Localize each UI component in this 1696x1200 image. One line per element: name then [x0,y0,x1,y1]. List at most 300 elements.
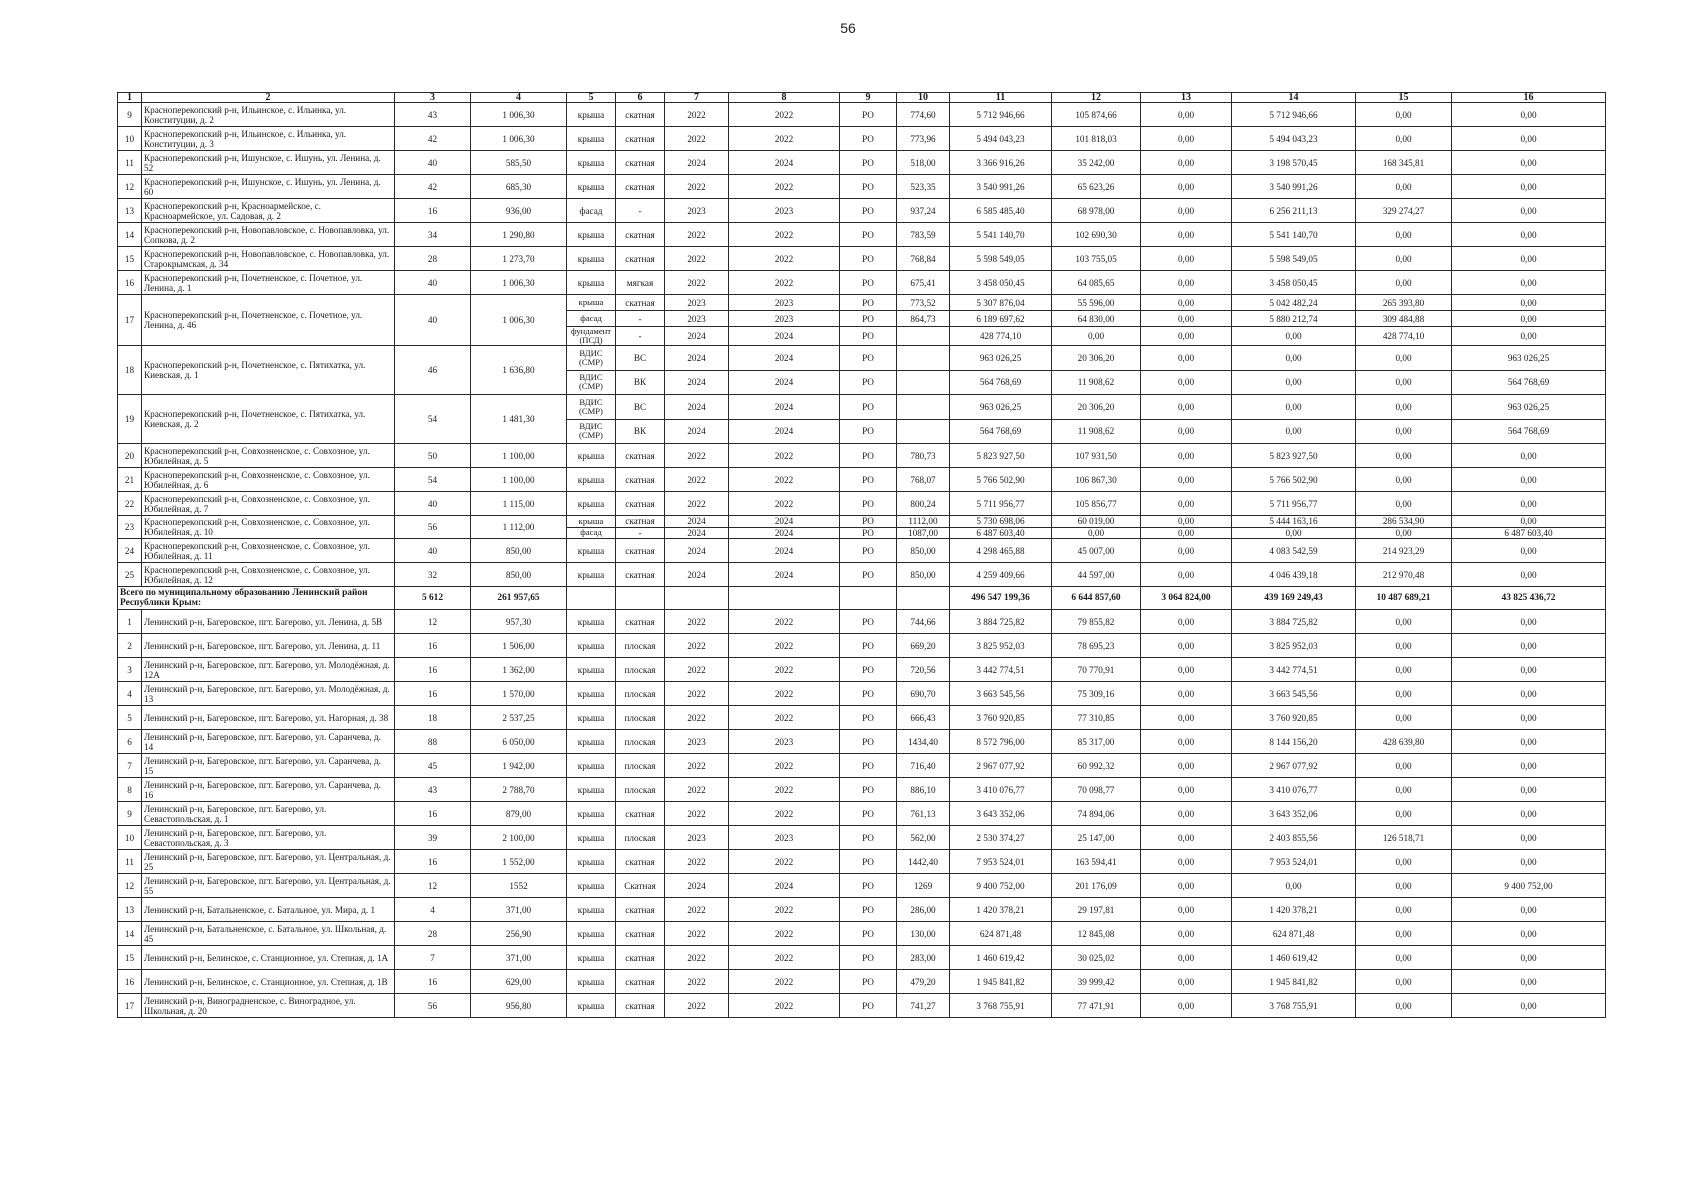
work-subtype: скатная [616,127,665,151]
building-address: Красноперекопский р-н, Почетненское, с. Почетное, ул. Ленина, д. 46 [142,295,395,346]
row-number: 4 [118,682,142,706]
row-number: 2 [118,634,142,658]
fund-funds: 0,00 [1232,395,1356,420]
completion-year: 2022 [729,247,840,271]
federal-funds: 0,00 [1141,658,1232,682]
fund-funds: 0,00 [1232,527,1356,539]
cost-per-unit: 79 855,82 [1052,610,1141,634]
total-cost: 7 953 524,01 [950,850,1052,874]
method: РО [840,327,897,346]
cost-per-unit: 55 596,00 [1052,295,1141,311]
other-funds: 0,00 [1452,175,1606,199]
building-area: 956,80 [471,994,567,1018]
owner-funds: 428 774,10 [1356,327,1452,346]
cost-per-unit: 44 597,00 [1052,563,1141,587]
volume: 741,27 [897,994,950,1018]
work-type: крыша [567,682,616,706]
owner-funds: 0,00 [1356,370,1452,395]
plan-year: 2022 [665,922,729,946]
plan-year: 2022 [665,898,729,922]
building-address: Ленинский р-н, Батальненское, с. Батальное, ул. Школьная, д. 45 [142,922,395,946]
row-number: 12 [118,175,142,199]
work-type: крыша [567,922,616,946]
owner-funds: 0,00 [1356,610,1452,634]
column-number: 13 [1141,93,1232,103]
apartment-count: 40 [395,271,471,295]
completion-year: 2023 [729,826,840,850]
column-number-row [118,93,1606,103]
work-type: крыша [567,468,616,492]
method: РО [840,492,897,516]
fund-funds: 5 712 946,66 [1232,103,1356,127]
owner-funds: 0,00 [1356,970,1452,994]
fund-funds: 5 823 927,50 [1232,444,1356,468]
building-address: Красноперекопский р-н, Совхозненское, с. Совхозное, ул. Юбилейная, д. 6 [142,468,395,492]
column-number: 6 [616,93,665,103]
column-number: 7 [665,93,729,103]
work-subtype: плоская [616,730,665,754]
apartment-count: 16 [395,682,471,706]
owner-funds: 286 534,90 [1356,516,1452,528]
total-cost: 3 410 076,77 [950,778,1052,802]
work-type: крыша [567,778,616,802]
federal-funds: 0,00 [1141,444,1232,468]
column-number: 12 [1052,93,1141,103]
owner-funds: 0,00 [1356,527,1452,539]
completion-year: 2022 [729,492,840,516]
volume: 773,52 [897,295,950,311]
fund-funds: 2 967 077,92 [1232,754,1356,778]
empty-cell [897,587,950,610]
row-number: 17 [118,295,142,346]
work-type: крыша [567,946,616,970]
building-area: 1 481,30 [471,395,567,444]
other-funds: 0,00 [1452,706,1606,730]
cost-per-unit: 75 309,16 [1052,682,1141,706]
table-row [118,444,1606,468]
federal-funds: 0,00 [1141,492,1232,516]
building-address: Ленинский р-н, Багеровское, пгт. Багерово, ул. Нагорная, д. 38 [142,706,395,730]
volume [897,419,950,444]
work-type: крыша [567,802,616,826]
row-number: 18 [118,346,142,395]
method: РО [840,247,897,271]
table-row [118,395,1606,420]
plan-year: 2024 [665,327,729,346]
apartment-count: 56 [395,994,471,1018]
building-address: Красноперекопский р-н, Ильинское, с. Ильинка, ул. Конституции, д. 2 [142,103,395,127]
column-number: 8 [729,93,840,103]
work-subtype: Скатная [616,874,665,898]
apartment-count: 54 [395,468,471,492]
apartment-count: 40 [395,151,471,175]
owner-funds: 0,00 [1356,706,1452,730]
building-address: Красноперекопский р-н, Совхозненское, с. Совхозное, ул. Юбилейная, д. 7 [142,492,395,516]
federal-funds: 0,00 [1141,946,1232,970]
total-cost: 5 598 549,05 [950,247,1052,271]
owner-funds: 168 345,81 [1356,151,1452,175]
building-address: Ленинский р-н, Багеровское, пгт. Багерово, ул. Саранчева, д. 15 [142,754,395,778]
apartment-count: 18 [395,706,471,730]
apartment-count: 32 [395,563,471,587]
cost-per-unit: 20 306,20 [1052,346,1141,371]
owner-funds: 0,00 [1356,658,1452,682]
building-area: 1 636,80 [471,346,567,395]
method: РО [840,563,897,587]
cost-per-unit: 77 310,85 [1052,706,1141,730]
work-type: фасад [567,527,616,539]
volume: 666,43 [897,706,950,730]
row-number: 12 [118,874,142,898]
total-total-cost: 496 547 199,36 [950,587,1052,610]
other-funds: 0,00 [1452,634,1606,658]
owner-funds: 329 274,27 [1356,199,1452,223]
apartment-count: 42 [395,127,471,151]
table-row [118,994,1606,1018]
plan-year: 2023 [665,295,729,311]
apartment-count: 88 [395,730,471,754]
other-funds: 0,00 [1452,223,1606,247]
fund-funds: 624 871,48 [1232,922,1356,946]
row-number: 22 [118,492,142,516]
fund-funds: 5 541 140,70 [1232,223,1356,247]
plan-year: 2022 [665,754,729,778]
fund-funds: 5 494 043,23 [1232,127,1356,151]
volume: 768,07 [897,468,950,492]
volume: 761,13 [897,802,950,826]
method: РО [840,730,897,754]
total-cost: 5 766 502,90 [950,468,1052,492]
other-funds: 0,00 [1452,826,1606,850]
fund-funds: 4 083 542,59 [1232,539,1356,563]
other-funds: 0,00 [1452,970,1606,994]
apartment-count: 16 [395,634,471,658]
table-row [118,175,1606,199]
building-address: Ленинский р-н, Багеровское, пгт. Багерово, ул. Молодёжная, д. 12А [142,658,395,682]
fund-funds: 5 444 163,16 [1232,516,1356,528]
volume: 283,00 [897,946,950,970]
federal-funds: 0,00 [1141,682,1232,706]
volume [897,370,950,395]
fund-funds: 0,00 [1232,370,1356,395]
table-row [118,103,1606,127]
cost-per-unit: 25 147,00 [1052,826,1141,850]
completion-year: 2024 [729,151,840,175]
work-type: фундамент (ПСД) [567,327,616,346]
building-area: 1 506,00 [471,634,567,658]
work-type: крыша [567,175,616,199]
row-number: 14 [118,223,142,247]
completion-year: 2022 [729,706,840,730]
owner-funds: 0,00 [1356,247,1452,271]
building-area: 371,00 [471,946,567,970]
cost-per-unit: 107 931,50 [1052,444,1141,468]
owner-funds: 0,00 [1356,468,1452,492]
completion-year: 2024 [729,527,840,539]
completion-year: 2024 [729,346,840,371]
work-type: крыша [567,634,616,658]
row-number: 21 [118,468,142,492]
fund-funds: 6 256 211,13 [1232,199,1356,223]
other-funds: 0,00 [1452,563,1606,587]
apartment-count: 42 [395,175,471,199]
plan-year: 2023 [665,730,729,754]
apartment-count: 28 [395,247,471,271]
completion-year: 2022 [729,898,840,922]
cost-per-unit: 64 830,00 [1052,311,1141,327]
total-cost: 2 530 374,27 [950,826,1052,850]
owner-funds: 0,00 [1356,850,1452,874]
volume: 130,00 [897,922,950,946]
building-area: 1 112,00 [471,516,567,539]
other-funds: 0,00 [1452,271,1606,295]
work-type: крыша [567,826,616,850]
other-funds: 0,00 [1452,898,1606,922]
plan-year: 2022 [665,778,729,802]
work-type: фасад [567,311,616,327]
row-number: 25 [118,563,142,587]
other-funds: 0,00 [1452,103,1606,127]
apartment-count: 12 [395,610,471,634]
work-type: крыша [567,223,616,247]
work-type: крыша [567,610,616,634]
table-row [118,127,1606,151]
method: РО [840,468,897,492]
work-type: крыша [567,444,616,468]
other-funds: 0,00 [1452,311,1606,327]
method: РО [840,682,897,706]
cost-per-unit: 12 845,08 [1052,922,1141,946]
volume: 1112,00 [897,516,950,528]
column-number: 9 [840,93,897,103]
building-address: Ленинский р-н, Багеровское, пгт. Багерово, ул. Центральная, д. 55 [142,874,395,898]
cost-per-unit: 70 098,77 [1052,778,1141,802]
volume: 774,60 [897,103,950,127]
federal-funds: 0,00 [1141,898,1232,922]
completion-year: 2022 [729,754,840,778]
work-subtype: скатная [616,610,665,634]
column-number: 10 [897,93,950,103]
total-label: Всего по муниципальному образованию Ленинский район Республики Крым: [118,587,395,610]
repair-register-table [117,92,1606,1018]
completion-year: 2024 [729,539,840,563]
other-funds: 0,00 [1452,151,1606,175]
work-type: крыша [567,970,616,994]
fund-funds: 2 403 855,56 [1232,826,1356,850]
row-number: 9 [118,802,142,826]
owner-funds: 0,00 [1356,271,1452,295]
cost-per-unit: 11 908,62 [1052,419,1141,444]
total-apartments: 5 612 [395,587,471,610]
volume: 286,00 [897,898,950,922]
total-owner-funds: 10 487 689,21 [1356,587,1452,610]
other-funds: 0,00 [1452,946,1606,970]
building-area: 850,00 [471,539,567,563]
fund-funds: 3 663 545,56 [1232,682,1356,706]
other-funds: 0,00 [1452,922,1606,946]
federal-funds: 0,00 [1141,103,1232,127]
table-row [118,850,1606,874]
volume: 716,40 [897,754,950,778]
apartment-count: 4 [395,898,471,922]
building-address: Красноперекопский р-н, Почетненское, с. Пятихатка, ул. Киевская, д. 1 [142,346,395,395]
building-address: Ленинский р-н, Белинское, с. Станционное, ул. Степная, д. 1А [142,946,395,970]
owner-funds: 214 923,29 [1356,539,1452,563]
work-subtype: - [616,527,665,539]
owner-funds: 0,00 [1356,802,1452,826]
work-subtype: плоская [616,682,665,706]
volume: 780,73 [897,444,950,468]
work-subtype: скатная [616,295,665,311]
table-row [118,563,1606,587]
completion-year: 2022 [729,850,840,874]
row-number: 14 [118,922,142,946]
row-number: 9 [118,103,142,127]
fund-funds: 5 766 502,90 [1232,468,1356,492]
other-funds: 0,00 [1452,658,1606,682]
column-number: 4 [471,93,567,103]
table-row [118,295,1606,311]
plan-year: 2022 [665,994,729,1018]
work-subtype: - [616,199,665,223]
federal-funds: 0,00 [1141,730,1232,754]
volume: 675,41 [897,271,950,295]
other-funds: 0,00 [1452,327,1606,346]
building-area: 1 006,30 [471,271,567,295]
volume: 937,24 [897,199,950,223]
completion-year: 2024 [729,516,840,528]
total-cost: 5 711 956,77 [950,492,1052,516]
completion-year: 2023 [729,295,840,311]
federal-funds: 0,00 [1141,563,1232,587]
work-type: крыша [567,898,616,922]
completion-year: 2022 [729,444,840,468]
federal-funds: 0,00 [1141,175,1232,199]
total-other-funds: 43 825 436,72 [1452,587,1606,610]
plan-year: 2024 [665,419,729,444]
other-funds: 564 768,69 [1452,370,1606,395]
apartment-count: 54 [395,395,471,444]
volume: 1087,00 [897,527,950,539]
table-row [118,730,1606,754]
table-row [118,634,1606,658]
cost-per-unit: 106 867,30 [1052,468,1141,492]
total-cost: 1 945 841,82 [950,970,1052,994]
federal-funds: 0,00 [1141,516,1232,528]
row-number: 13 [118,199,142,223]
building-address: Ленинский р-н, Багеровское, пгт. Багерово, ул. Севастопольская, д. 3 [142,826,395,850]
owner-funds: 0,00 [1356,946,1452,970]
fund-funds: 5 042 482,24 [1232,295,1356,311]
column-number: 14 [1232,93,1356,103]
building-address: Красноперекопский р-н, Почетненское, с. Пятихатка, ул. Киевская, д. 2 [142,395,395,444]
cost-per-unit: 68 978,00 [1052,199,1141,223]
owner-funds: 0,00 [1356,634,1452,658]
total-cost: 3 442 774,51 [950,658,1052,682]
method: РО [840,802,897,826]
owner-funds: 0,00 [1356,778,1452,802]
federal-funds: 0,00 [1141,395,1232,420]
work-subtype: скатная [616,492,665,516]
owner-funds: 0,00 [1356,419,1452,444]
method: РО [840,610,897,634]
federal-funds: 0,00 [1141,271,1232,295]
other-funds: 0,00 [1452,492,1606,516]
total-cost: 8 572 796,00 [950,730,1052,754]
owner-funds: 309 484,88 [1356,311,1452,327]
building-address: Ленинский р-н, Виноградненское, с. Виноградное, ул. Школьная, д. 20 [142,994,395,1018]
total-cost: 428 774,10 [950,327,1052,346]
total-cost: 5 730 698,06 [950,516,1052,528]
total-cost: 1 460 619,42 [950,946,1052,970]
completion-year: 2022 [729,271,840,295]
other-funds: 963 026,25 [1452,346,1606,371]
other-funds: 0,00 [1452,199,1606,223]
volume: 768,84 [897,247,950,271]
volume: 1269 [897,874,950,898]
completion-year: 2023 [729,730,840,754]
column-number: 3 [395,93,471,103]
cost-per-unit: 60 019,00 [1052,516,1141,528]
other-funds: 0,00 [1452,754,1606,778]
building-area: 1 006,30 [471,295,567,346]
federal-funds: 0,00 [1141,151,1232,175]
cost-per-unit: 45 007,00 [1052,539,1141,563]
row-number: 13 [118,898,142,922]
work-type: ВДИС (СМР) [567,346,616,371]
work-type: крыша [567,103,616,127]
apartment-count: 43 [395,103,471,127]
fund-funds: 5 598 549,05 [1232,247,1356,271]
building-address: Красноперекопский р-н, Почетненское, с. Почетное, ул. Ленина, д. 1 [142,271,395,295]
method: РО [840,444,897,468]
row-number: 15 [118,946,142,970]
volume: 669,20 [897,634,950,658]
federal-funds: 0,00 [1141,802,1232,826]
method: РО [840,151,897,175]
owner-funds: 126 518,71 [1356,826,1452,850]
cost-per-unit: 30 025,02 [1052,946,1141,970]
cost-per-unit: 64 085,65 [1052,271,1141,295]
work-type: крыша [567,492,616,516]
plan-year: 2022 [665,610,729,634]
total-cost: 564 768,69 [950,419,1052,444]
method: РО [840,539,897,563]
volume: 744,66 [897,610,950,634]
method: РО [840,898,897,922]
building-address: Ленинский р-н, Багеровское, пгт. Багерово, ул. Ленина, д. 11 [142,634,395,658]
fund-funds: 5 880 212,74 [1232,311,1356,327]
method: РО [840,175,897,199]
table-row [118,539,1606,563]
fund-funds: 3 884 725,82 [1232,610,1356,634]
table-row [118,492,1606,516]
other-funds: 9 400 752,00 [1452,874,1606,898]
plan-year: 2024 [665,370,729,395]
table-row [118,247,1606,271]
plan-year: 2022 [665,802,729,826]
apartment-count: 56 [395,516,471,539]
fund-funds: 3 442 774,51 [1232,658,1356,682]
work-subtype: скатная [616,223,665,247]
cost-per-unit: 163 594,41 [1052,850,1141,874]
federal-funds: 0,00 [1141,419,1232,444]
building-area: 957,30 [471,610,567,634]
plan-year: 2024 [665,516,729,528]
completion-year: 2023 [729,311,840,327]
federal-funds: 0,00 [1141,634,1232,658]
work-subtype: скатная [616,468,665,492]
